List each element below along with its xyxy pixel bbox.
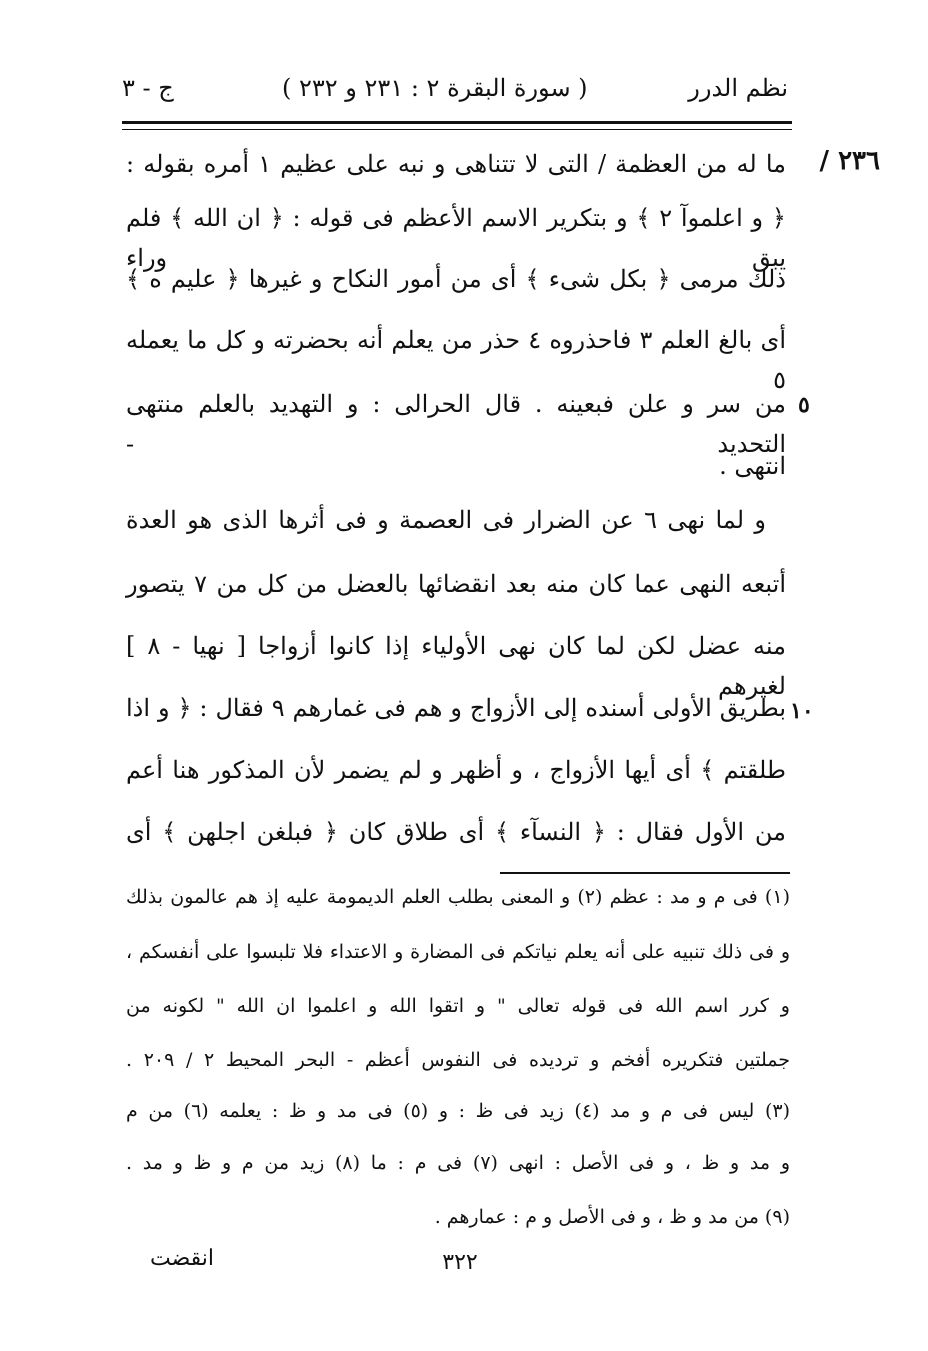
margin-page-reference: ٢٣٦ /	[819, 146, 880, 176]
body-line-6: انتهى .	[719, 452, 786, 480]
body-line-4: أى بالغ العلم ٣ فاحذروه ٤ حذر من يعلم أنه بحضرته و كل ما يعمله ٥	[126, 326, 787, 394]
body-line-1: ما له من العظمة / التى لا تتناهى و نبه على عظيم ١ أمره بقوله :	[126, 150, 786, 178]
body-line-7: و لما نهى ٦ عن الضرار فى العصمة و فى أثرها الذى هو العدة	[126, 506, 766, 534]
header-book-title: نظم الدرر	[688, 74, 788, 102]
footnote-line-7: (٩) من مد و ظ ، و فى الأصل و م : عمارهم .	[434, 1206, 790, 1228]
body-line-8: أتبعه النهى عما كان منه بعد انقضائها بالعضل من كل من ٧ يتصور	[126, 570, 786, 598]
header-rule-thin	[122, 129, 792, 130]
page-number: ٣٢٢	[442, 1250, 478, 1275]
footnote-line-3: و كرر اسم الله فى قوله تعالى " و اتقوا الله و اعلموا ان الله " لكونه من	[126, 995, 790, 1017]
line-number-10: ١٠	[790, 698, 814, 724]
footnote-line-1: (١) فى م و مد : عظم (٢) و المعنى بطلب العلم الديمومة عليه إذ هم عالمون بذلك	[126, 886, 790, 908]
footnote-line-2: و فى ذلك تنبيه على أنه يعلم نياتكم فى المضارة و الاعتداء فلا تلبسوا على أنفسكم ،	[126, 941, 790, 963]
line-number-5: ٥	[798, 392, 810, 418]
header-rule-thick	[122, 121, 792, 124]
header-surah-reference: ( سورة البقرة ٢ : ٢٣١ و ٢٣٢ )	[282, 74, 588, 102]
body-line-9: منه عضل لكن لما كان نهى الأولياء إذا كانوا أزواجا [ نهيا - ٨ ] لغيرهم	[126, 632, 787, 700]
footnote-line-4: جملتين فتكريره أفخم و ترديده فى النفوس أعظم - البحر المحيط ٢ / ٢٠٩ .	[126, 1049, 790, 1071]
body-line-2: ﴿ و اعلموآ ٢ ﴾ و بتكرير الاسم الأعظم فى قوله : ﴿ ان الله ﴾ فلم يبق وراء	[126, 204, 786, 272]
body-line-10: بطريق الأولى أسنده إلى الأزواج و هم فى غمارهم ٩ فقال : ﴿ و اذا	[126, 694, 786, 722]
footnote-line-5: (٣) ليس فى م و مد (٤) زيد فى ظ : و (٥) فى مد و ظ : يعلمه (٦) من م	[126, 1100, 790, 1122]
catchword: انقضت	[150, 1246, 215, 1271]
body-line-12: من الأول فقال : ﴿ النسآء ﴾ أى طلاق كان ﴿ فبلغن اجلهن ﴾ أى	[126, 818, 786, 846]
body-line-11: طلقتم ﴾ أى أيها الأزواج ، و أظهر و لم يضمر لأن المذكور هنا أعم	[126, 756, 786, 784]
header-volume: ج - ٣	[122, 74, 174, 102]
footnote-line-6: و مد و ظ ، و فى الأصل : انهى (٧) فى م : ما (٨) زيد من م و ظ و مد .	[126, 1152, 791, 1174]
footnote-separator	[500, 872, 790, 874]
body-line-5: من سر و علن فبعينه . قال الحرالى : و التهديد بالعلم منتهى التحديد -	[126, 390, 786, 458]
body-line-3: ذلك مرمى ﴿ بكل شىء ﴾ أى من أمور النكاح و غيرها ﴿ عليم ه ﴾	[126, 265, 786, 293]
